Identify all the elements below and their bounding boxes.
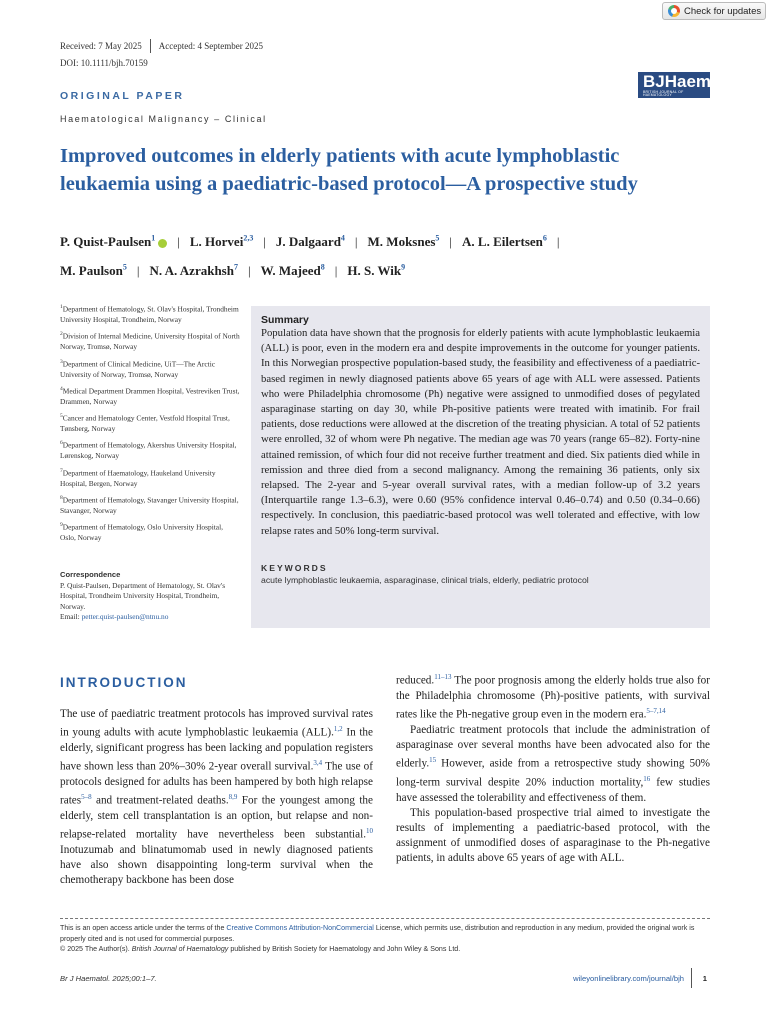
- journal-logo: [638, 72, 710, 98]
- citation[interactable]: 15: [429, 755, 437, 764]
- check-for-updates-button[interactable]: [662, 2, 766, 20]
- orcid-icon[interactable]: [158, 239, 167, 248]
- citation[interactable]: 8,9: [228, 792, 238, 801]
- author[interactable]: N. A. Azrakhsh$^7$: [149, 262, 238, 278]
- summary-box: [251, 306, 710, 628]
- author[interactable]: J. Dalgaard$^4$: [275, 234, 345, 250]
- accepted-date: Accepted: 4 September 2025: [158, 41, 263, 51]
- logo-text: BJHaem: [643, 71, 712, 91]
- copyright-text: © 2025 The Author(s). British Journal of Haematology published by British Society for Haematology and John Wiley & Sons Ltd.: [60, 945, 461, 953]
- paragraph: reduced.$^{11-13}$ The poor prognosis among the elderly holds true also for the Philadelphia chromosome (Ph)-positive patients, with survival rates like the Ph-negative group even in the modern era.$^{5-7,14}$: [396, 673, 710, 721]
- license-text: This is an open access article under the terms of the Creative Commons Attribution-NonCommercial License, which permits use, distribution and reproduction in any medium, provided the original work is properly cited and is not used for commercial purposes.: [60, 924, 695, 943]
- page-number: 1: [702, 974, 707, 983]
- check-for-updates-label: Check for updates: [684, 5, 762, 17]
- article-category: Haematological Malignancy – Clinical: [60, 114, 267, 124]
- article-dates: [60, 39, 263, 53]
- date-divider: [150, 39, 151, 53]
- license-link[interactable]: Creative Commons Attribution-NonCommercial: [226, 924, 374, 932]
- affiliation: $^5$Cancer and Hematology Center, Vestfold Hospital Trust, Tønsberg, Norway: [60, 413, 230, 434]
- citation[interactable]: 1,2: [333, 725, 343, 734]
- correspondence: [60, 570, 245, 623]
- email-link[interactable]: petter.quist-paulsen@ntnu.no: [81, 612, 169, 621]
- author[interactable]: P. Quist-Paulsen$^1$: [60, 234, 167, 249]
- body-column-right: [396, 670, 710, 866]
- article-title: Improved outcomes in elderly patients with acute lymphoblastic leukaemia using a paediatric-based protocol—A prospective study: [60, 145, 638, 195]
- affiliation: $^1$Department of Hematology, St. Olav's Hospital, Trondheim University Hospital, Trondheim, Norway: [60, 304, 239, 324]
- citation[interactable]: 3,4: [313, 759, 323, 768]
- citation[interactable]: 5–8: [81, 792, 92, 801]
- author[interactable]: M. Moksnes$^5$: [367, 234, 440, 250]
- author[interactable]: L. Horvei$^{2,3}$: [189, 234, 254, 250]
- logo-subtitle: BRITISH JOURNAL OF HAEMATOLOGY: [643, 89, 684, 97]
- section-label: ORIGINAL PAPER: [60, 90, 185, 102]
- affiliation: $^4$Medical Department Drammen Hospital, Vestreviken Trust, Drammen, Norway: [60, 385, 240, 406]
- introduction-heading: INTRODUCTION: [60, 675, 188, 690]
- affiliation: $^8$Department of Hematology, Stavanger University Hospital, Stavanger, Norway: [60, 494, 239, 515]
- keywords-heading: KEYWORDS: [261, 562, 328, 573]
- correspondence-heading: Correspondence: [60, 570, 121, 579]
- paragraph: The use of paediatric treatment protocols has improved survival rates in young adults with acute lymphoblastic leukaemia (ALL).$^{1,2}$ In the elderly, significant progress has been lacking and population registers have shown less than 20%–30% 2-year overall survival.$^{3,4}$ The use of protocols designed for adults has been hampered by both high relapse rates$^{5-8}$ and treatment-related deaths.$^{8,9}$ For the youngest among the elderly, stem cell transplantation is an option, but relapse and non-relapse-related mortality have nevertheless been substantial.$^{10}$ Inotuzumab and blinatumomab used in newly diagnosed patients have also shown disappointing long-term survival when the chemotherapy backbone has been dose: [60, 708, 373, 886]
- keywords-text: acute lymphoblastic leukaemia, asparaginase, clinical trials, elderly, pediatric protocol: [261, 574, 589, 585]
- author[interactable]: A. L. Eilertsen$^6$: [462, 234, 547, 250]
- affiliation: $^6$Department of Hematology, Akershus University Hospital, Lørenskog, Norway: [60, 440, 237, 461]
- correspondence-text: P. Quist-Paulsen, Department of Hematology, St. Olav's Hospital, Trondheim University Hospital, Trondheim, Norway.: [60, 580, 226, 611]
- affiliation: $^9$Department of Hematology, Oslo University Hospital, Oslo, Norway: [60, 522, 223, 543]
- received-date: Received: 7 May 2025: [60, 41, 142, 51]
- affiliation: $^3$Department of Clinical Medicine, UiT—The Arctic University of Norway, Tromsø, Norway: [60, 358, 216, 379]
- author[interactable]: H. S. Wik$^9$: [347, 262, 406, 278]
- citation[interactable]: 10: [366, 826, 373, 835]
- affiliation: $^7$Department of Haematology, Haukeland University Hospital, Bergen, Norway: [60, 467, 216, 488]
- summary-text: Population data have shown that the prognosis for elderly patients with acute lymphoblastic leukaemia (ALL) is poor, even in the modern era and despite improvements in the outcome for younger patients. In this Norwegian prospective population-based study, the feasibility and effectiveness of a paediatric-based regimen in newly diagnosed patients above 65 years of age with ALL were assessed. Patients who were Philadelphia chromosome (Ph) negative were assigned to unmodified doses of pegylated asparaginase starting on day 30, while Ph-positive patients were treated with imatinib. For frail patients, dose reductions were allowed at the discretion of the treating physician. A total of 52 patients were enrolled, 32 of whom were Ph negative. The median age was 70 years (range 65–82). Forty-nine attained remission, of which four did not receive further treatment and died. Six patients died while in remission and three died from a second malignancy. Among the remaining 36 patients, only six relapsed. The 2-year and 5-year overall survival rates, with a median follow-up of 3.2 years (Interquartile range 1.3–6.3), were 0.60 (95% confidence interval 0.46–0.74) and 0.50 (0.34–0.66) respectively. In conclusion, this paediatric-based protocol was well tolerated and effective, with low relapse rates and 50% long-term survival.: [261, 327, 700, 537]
- citation[interactable]: 11–13: [434, 673, 452, 681]
- license-note: [60, 923, 710, 955]
- body-column-left: [60, 707, 373, 888]
- author-list: P. Quist-Paulsen$^1$ | L. Horvei$^{2,3}$ | J. Dalgaard$^4$ | M. Moksnes$^5$ | A. L. Eilertsen$^6$ | M. Paulson$^5$ | N. A. Azrakhsh$^7$ | W. Majeed$^8$ | H. S. Wik$^9$: [60, 234, 560, 278]
- doi[interactable]: DOI: 10.1111/bjh.70159: [60, 58, 148, 68]
- paragraph: Paediatric treatment protocols that include the administration of asparaginase over several months have been advocated also for the elderly.$^{15}$ However, aside from a retrospective study showing 50% long-term survival despite 20% induction mortality,$^{16}$ few studies have assessed the tolerability and effectiveness of them.: [396, 723, 710, 804]
- author[interactable]: M. Paulson$^5$: [60, 262, 127, 278]
- affiliations: [60, 302, 240, 547]
- footer-divider: [691, 968, 692, 988]
- paragraph: This population-based prospective trial aimed to investigate the results of implementing a paediatric-based protocol, with the assignment of unmodified doses of asparaginase to the Ph-negative patients, in adults above 65 years of age with ALL.: [396, 806, 710, 864]
- footer-citation: Br J Haematol. 2025;00:1–7.: [60, 974, 157, 983]
- summary-heading: Summary: [261, 314, 309, 326]
- citation[interactable]: 5–7,14: [646, 706, 666, 715]
- author[interactable]: W. Majeed$^8$: [260, 262, 325, 278]
- footnote-divider: [60, 918, 710, 919]
- correspondence-email-line: Email: petter.quist-paulsen@ntnu.no: [60, 612, 169, 621]
- crossmark-icon: [668, 5, 680, 17]
- affiliation: $^2$Division of Internal Medicine, University Hospital of North Norway, Tromsø, Norway: [60, 331, 240, 352]
- journal-url-link[interactable]: wileyonlinelibrary.com/journal/bjh: [573, 974, 684, 983]
- citation[interactable]: 16: [643, 774, 651, 783]
